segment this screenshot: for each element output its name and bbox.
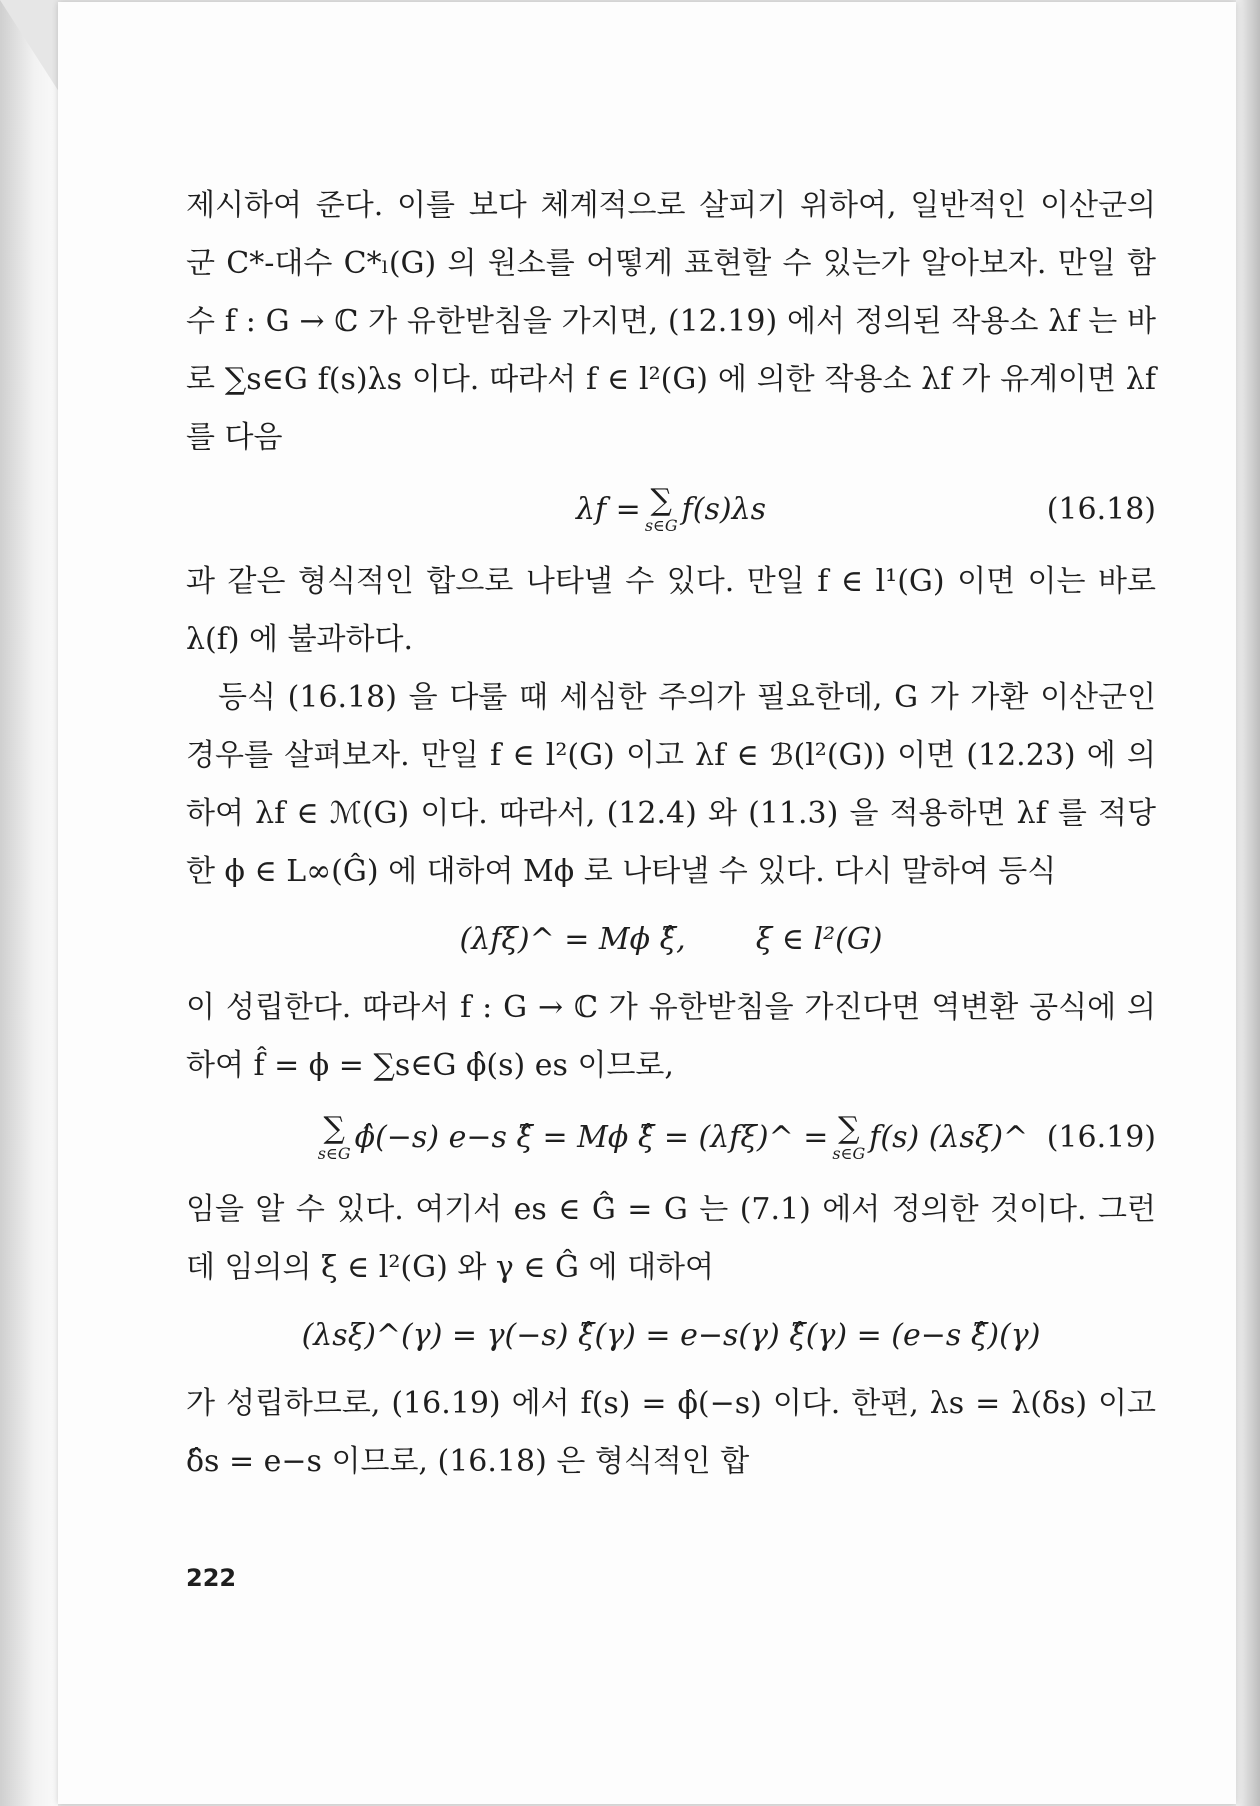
page-number: 222 <box>186 1564 237 1592</box>
page-edge-shadow <box>1236 0 1260 1806</box>
paragraph-6: 가 성립하므로, (16.19) 에서 f(s) = ϕ̂(−s) 이다. 한편, λs = λ(δs) 이고 δ̂s = e−s 이므로, (16.18) 은 형식적인 합 <box>186 1386 1156 1479</box>
equation-fourier-identity <box>186 905 1156 975</box>
eq1-lhs: λf = <box>576 492 641 527</box>
eq3-sum-right <box>832 1111 866 1163</box>
book-page <box>58 2 1236 1804</box>
equation-16-18 <box>186 471 1156 549</box>
eq1-sigma-sub: s∈G <box>644 516 678 535</box>
equation-16-19 <box>186 1099 1156 1177</box>
eq2-rhs: ξ ∈ l²(G) <box>755 922 883 957</box>
eq1-sum <box>644 483 678 535</box>
eq3-rhs: f(s) (λsξ)^ <box>869 1120 1029 1155</box>
paragraph-5: 임을 알 수 있다. 여기서 es ∈ Ĝ̂ = G 는 (7.1) 에서 정의한 것이다. 그런데 임의의 ξ ∈ l²(G) 와 γ ∈ Ĝ 에 대하여 <box>186 1192 1156 1285</box>
page-body <box>186 177 1156 1491</box>
paragraph-1: 제시하여 준다. 이를 보다 체계적으로 살피기 위하여, 일반적인 이산군의 군 C*-대수 C*ₗ(G) 의 원소를 어떻게 표현할 수 있는가 알아보자. 만일 함수 f : G → ℂ 가 유한받침을 가지면, (12.19) 에서 정의된 작용소 λf 는 바로 ∑s∈G f(s)λs 이다. 따라서 f ∈ l²(G) 에 의한 작용소 λf 가 유계이면 λf 를 다음 <box>186 188 1156 455</box>
eq3-sigma: ∑ <box>323 1111 345 1146</box>
eq3-sum-left <box>317 1111 351 1163</box>
eq3-sigma-sub-2: s∈G <box>832 1144 866 1163</box>
eq4-text: (λsξ)^(γ) = γ(−s) ξ̂(γ) = e−s(γ) ξ̂(γ) = (e−s ξ̂)(γ) <box>301 1318 1041 1353</box>
eq3-sigma-2: ∑ <box>838 1111 860 1146</box>
eq1-sigma: ∑ <box>650 483 672 518</box>
eq2-lhs: (λfξ)^ = Mϕ ξ̂, <box>459 922 686 957</box>
eq1-rhs: f(s)λs <box>681 492 766 527</box>
eq3-sigma-sub: s∈G <box>317 1144 351 1163</box>
paragraph-3: 등식 (16.18) 을 다룰 때 세심한 주의가 필요한데, G 가 가환 이산군인 경우를 살펴보자. 만일 f ∈ l²(G) 이고 λf ∈ ℬ(l²(G)) 이면 (12.23) 에 의하여 λf ∈ ℳ(G) 이다. 따라서, (12.4) 와 (11.3) 을 적용하면 λf 를 적당한 ϕ ∈ L∞(Ĝ) 에 대하여 Mϕ 로 나타낼 수 있다. 다시 말하여 등식 <box>186 680 1156 889</box>
eq3-number: (16.19) <box>1046 1120 1156 1155</box>
eq1-number: (16.18) <box>1046 492 1156 527</box>
paragraph-2: 과 같은 형식적인 합으로 나타낼 수 있다. 만일 f ∈ l¹(G) 이면 이는 바로 λ(f) 에 불과하다. <box>186 564 1156 657</box>
equation-translation <box>186 1301 1156 1371</box>
paragraph-4: 이 성립한다. 따라서 f : G → ℂ 가 유한받침을 가진다면 역변환 공식에 의하여 f̂ = ϕ = ∑s∈G ϕ̂(s) es 이므로, <box>186 990 1156 1083</box>
book-spine <box>0 0 58 1806</box>
eq3-lhs: ϕ̂(−s) e−s ξ̂ = Mϕ ξ̂ = (λfξ)^ = <box>354 1120 829 1155</box>
